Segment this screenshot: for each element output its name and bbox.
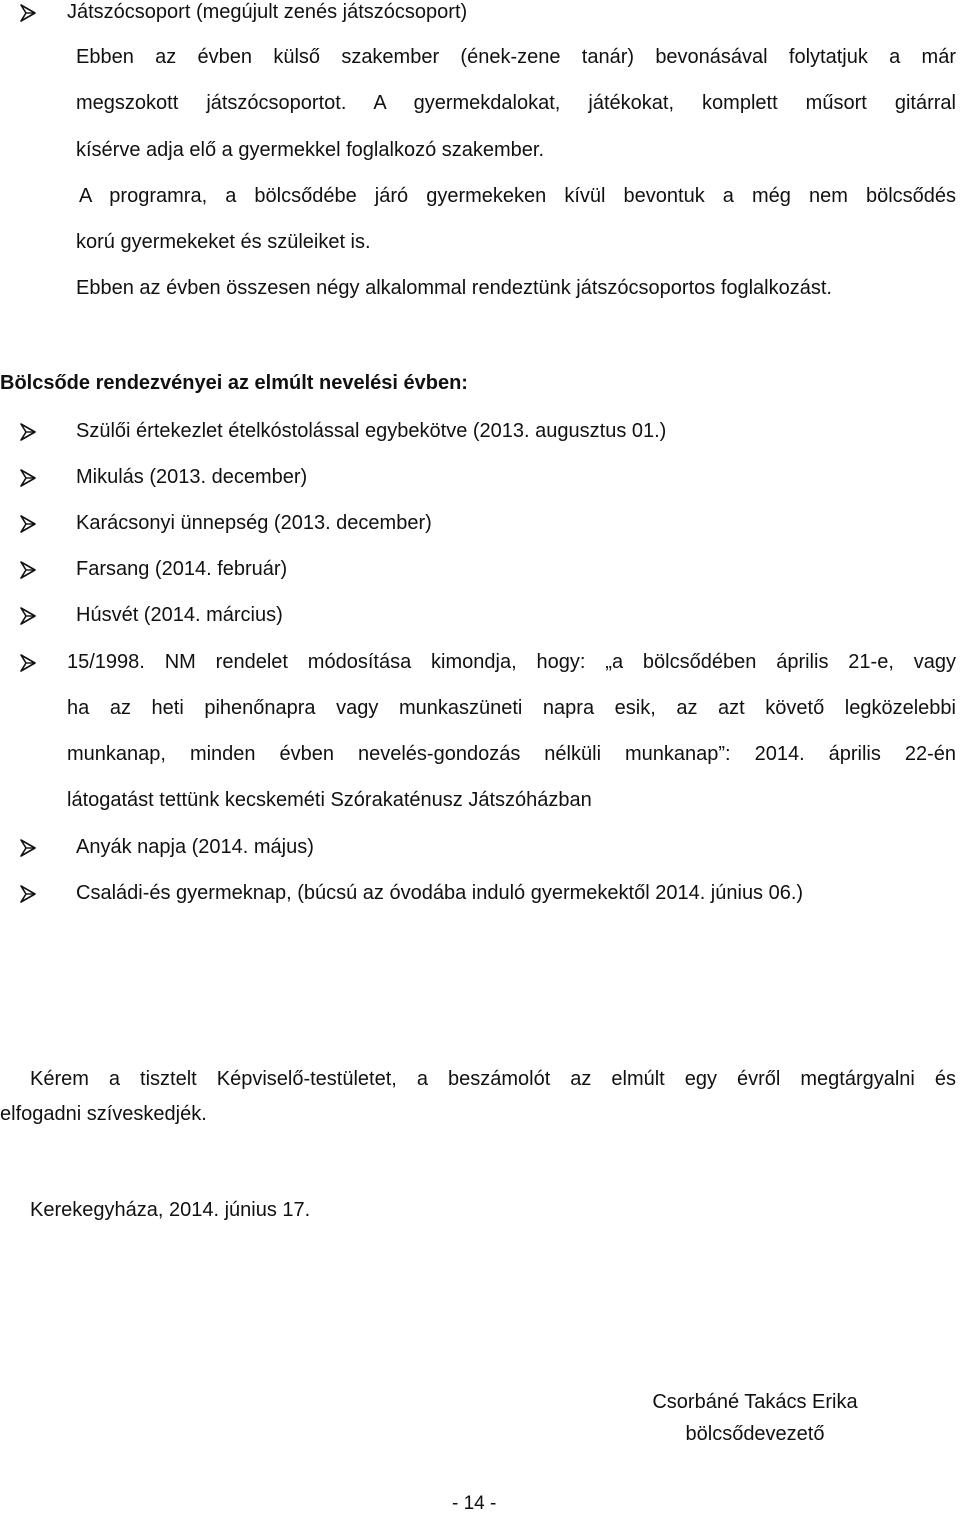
page-number: - 14 - [452, 1493, 497, 1514]
arrowhead-bullet-icon [20, 885, 36, 903]
closing-request-line: Kérem a tisztelt Képviselő-testületet, a beszámolót az elmúlt egy évről megtárgyalni és [30, 1068, 956, 1090]
paragraph-line: korú gyermekeket és szüleiket is. [76, 231, 371, 253]
paragraph-line: A programra, a bölcsődébe járó gyermekeken kívül bevontuk a még nem bölcsődés [79, 185, 956, 207]
arrowhead-bullet-icon [20, 515, 36, 533]
list-item: Farsang (2014. február) [76, 558, 288, 580]
closing-request-line: elfogadni szíveskedjék. [0, 1103, 207, 1125]
arrowhead-bullet-icon [20, 469, 36, 487]
nm-item-line: munkanap, minden évben nevelés-gondozás nélküli munkanap”: 2014. április 22-én [67, 743, 956, 765]
arrowhead-bullet-icon [20, 423, 36, 441]
signature-role: bölcsődevezető [685, 1423, 825, 1445]
nm-item-line: látogatást tettünk kecskeméti Szórakaténusz Játszóházban [67, 789, 592, 811]
arrowhead-bullet-icon [20, 654, 36, 672]
nm-item-line: ha az heti pihenőnapra vagy munkaszüneti napra esik, az azt követő legközelebbi [67, 697, 956, 719]
nm-item-line: 15/1998. NM rendelet módosítása kimondja, hogy: „a bölcsődében április 21-e, vagy [67, 651, 956, 673]
list-item: Családi-és gyermeknap, (búcsú az óvodába induló gyermekektől 2014. június 06.) [76, 882, 804, 904]
list-item: Húsvét (2014. március) [76, 604, 283, 626]
list-item: Szülői értekezlet ételkóstolással egybekötve (2013. augusztus 01.) [76, 420, 667, 442]
paragraph-line: megszokott játszócsoportot. A gyermekdalokat, játékokat, komplett műsort gitárral [76, 92, 956, 114]
list-item: Anyák napja (2014. május) [76, 836, 314, 858]
paragraph-line: Ebben az évben külső szakember (ének-zene tanár) bevonásával folytatjuk a már [76, 46, 956, 68]
arrowhead-bullet-icon [20, 607, 36, 625]
list-item: Mikulás (2013. december) [76, 466, 308, 488]
paragraph-line: kísérve adja elő a gyermekkel foglalkozó szakember. [76, 139, 545, 161]
arrowhead-bullet-icon [20, 4, 36, 22]
paragraph-line: Ebben az évben összesen négy alkalommal rendeztünk játszócsoportos foglalkozást. [76, 277, 832, 299]
events-heading: Bölcsőde rendezvényei az elmúlt nevelési évben: [0, 372, 468, 394]
section-title-jatszocsoport: Játszócsoport (megújult zenés játszócsoport) [67, 1, 468, 23]
place-date: Kerekegyháza, 2014. június 17. [30, 1199, 311, 1221]
signature-name: Csorbáné Takács Erika [652, 1391, 858, 1413]
list-item: Karácsonyi ünnepség (2013. december) [76, 512, 432, 534]
arrowhead-bullet-icon [20, 561, 36, 579]
arrowhead-bullet-icon [20, 839, 36, 857]
